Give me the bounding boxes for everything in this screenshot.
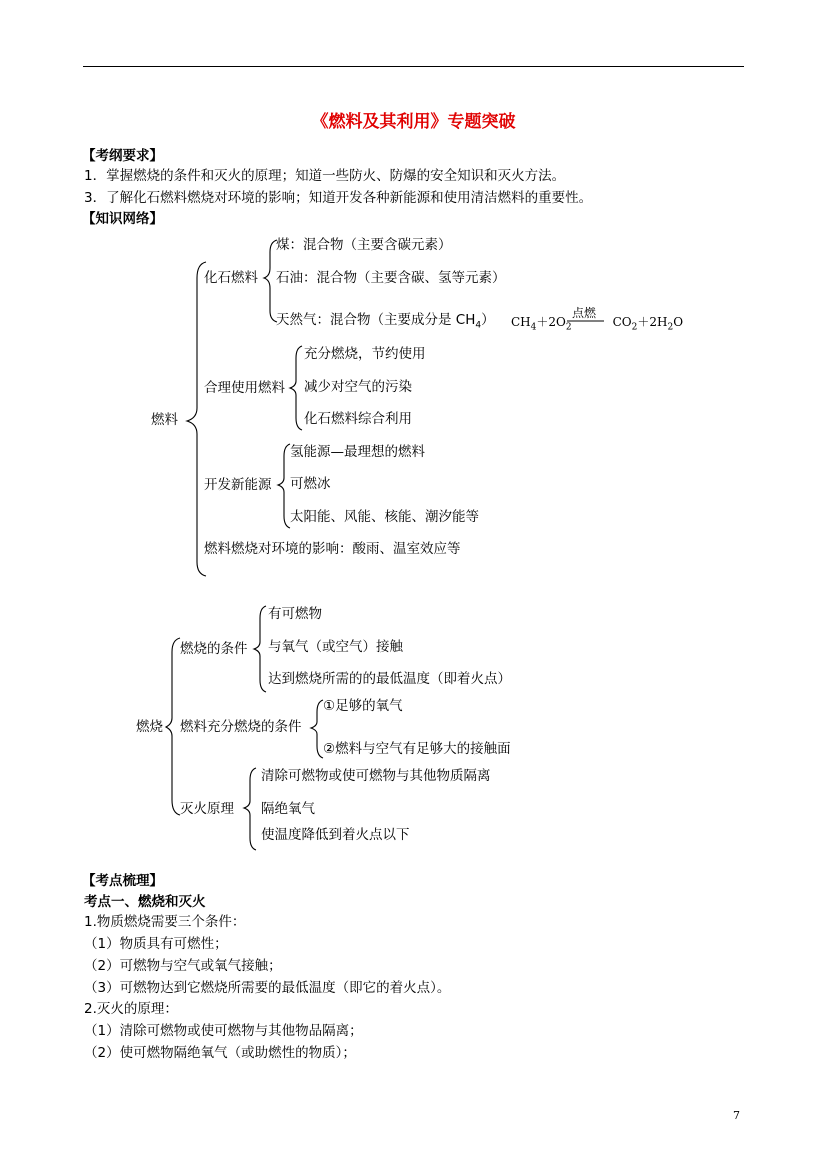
page-number: 7	[733, 1109, 740, 1122]
section-heading-network: 【知识网络】	[82, 211, 163, 227]
leaf-natural-gas: 天然气：混合物（主要成分是 $CH_4$）	[276, 312, 495, 331]
leaf-rational-item: 化石燃料综合利用	[304, 411, 412, 427]
point-line: 2.灭火的原理：	[84, 1001, 178, 1017]
leaf-full-burn-item: ①足够的氧气	[323, 698, 403, 714]
leaf-condition-item: 与氧气（或空气）接触	[268, 639, 403, 655]
tree-root-combustion: 燃烧	[136, 719, 163, 735]
leaf-rational-item: 充分燃烧，节约使用	[304, 346, 426, 362]
methane-equation: $CH_4+2O_2$ $CO_2+2H_2O$	[511, 315, 684, 333]
leaf-condition-item: 有可燃物	[268, 606, 322, 622]
leaf-oil: 石油：混合物（主要含碳、氢等元素）	[276, 270, 506, 286]
leaf-condition-item: 达到燃烧所需的的最低温度（即着火点）	[268, 671, 511, 687]
leaf-rational-item: 减少对空气的污染	[304, 379, 412, 395]
point-line: 1.物质燃烧需要三个条件：	[84, 914, 246, 930]
section-heading-requirements: 【考纲要求】	[82, 148, 163, 164]
branch-new-energy: 开发新能源	[204, 477, 272, 493]
leaf-extinguish-item: 使温度降低到着火点以下	[261, 827, 410, 843]
branch-extinguish: 灭火原理	[180, 801, 234, 817]
page-title: 《燃料及其利用》专题突破	[311, 112, 516, 132]
point-line: （1）清除可燃物或使可燃物与其他物品隔离；	[84, 1023, 363, 1039]
branch-full-burn: 燃料充分燃烧的条件	[180, 719, 302, 735]
leaf-new-energy-item: 可燃冰	[290, 476, 331, 492]
leaf-full-burn-item: ②燃料与空气有足够大的接触面	[323, 741, 511, 757]
reaction-condition: 点燃	[572, 306, 597, 320]
branch-rational-use: 合理使用燃料	[204, 380, 285, 396]
leaf-extinguish-item: 隔绝氧气	[261, 801, 315, 817]
section-heading-points: 【考点梳理】	[82, 873, 163, 889]
tree-root-fuel: 燃料	[151, 412, 178, 428]
point-line: （2）可燃物与空气或氧气接触；	[84, 958, 282, 974]
branch-environment: 燃料燃烧对环境的影响：酸雨、温室效应等	[204, 541, 461, 557]
branch-fossil-fuel: 化石燃料	[204, 270, 258, 286]
requirement-item: 1．掌握燃烧的条件和灭火的原理；知道一些防火、防爆的安全知识和灭火方法。	[84, 168, 566, 184]
leaf-new-energy-item: 太阳能、风能、核能、潮汐能等	[290, 509, 479, 525]
point-line: （2）使可燃物隔绝氧气（或助燃性的物质）；	[84, 1045, 356, 1061]
leaf-extinguish-item: 清除可燃物或使可燃物与其他物质隔离	[261, 768, 491, 784]
requirement-item: 3．了解化石燃料燃烧对环境的影响；知道开发各种新能源和使用清洁燃料的重要性。	[84, 190, 593, 206]
subheading-combustion: 考点一、燃烧和灭火	[84, 894, 206, 910]
leaf-new-energy-item: 氢能源—最理想的燃料	[290, 444, 425, 460]
point-line: （1）物质具有可燃性；	[84, 936, 228, 952]
point-line: （3）可燃物达到它燃烧所需要的最低温度（即它的着火点）。	[84, 980, 451, 996]
branch-combustion-conditions: 燃烧的条件	[180, 641, 248, 657]
leaf-coal: 煤：混合物（主要含碳元素）	[276, 237, 452, 253]
